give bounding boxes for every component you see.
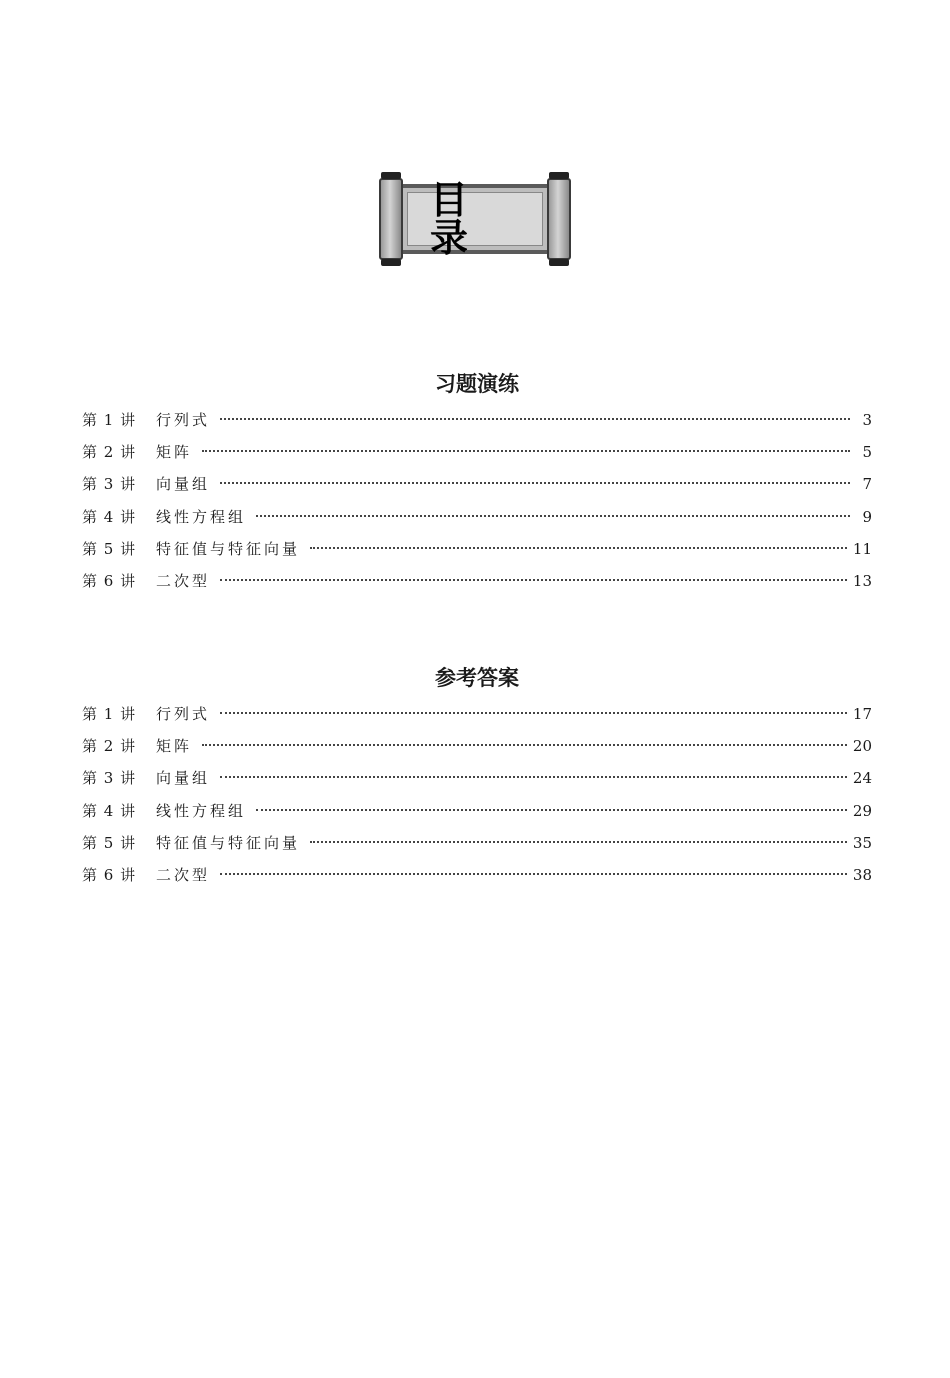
lecture-topic: 线性方程组 — [156, 507, 247, 526]
toc-entry[interactable] — [82, 859, 872, 891]
dot-leader — [310, 841, 847, 843]
dot-leader — [202, 450, 850, 452]
lecture-number: 第 2 讲 — [82, 443, 137, 462]
lecture-topic: 特征值与特征向量 — [156, 833, 301, 852]
lecture-number: 第 1 讲 — [82, 411, 137, 429]
dot-leader — [220, 579, 847, 581]
lecture-number: 第 2 讲 — [82, 737, 137, 756]
dot-leader — [220, 712, 847, 714]
lecture-topic: 矩阵 — [156, 737, 193, 756]
lecture-topic: 向量组 — [156, 769, 211, 788]
lecture-number: 第 3 讲 — [82, 769, 137, 788]
scroll-cap — [381, 259, 401, 266]
page-number: 29 — [852, 801, 872, 820]
toc-entry[interactable] — [82, 795, 872, 827]
lecture-topic: 行列式 — [156, 411, 211, 429]
page-number: 38 — [852, 865, 872, 884]
exercises-section — [82, 368, 872, 597]
scroll-roller-left — [379, 178, 403, 260]
toc-entry[interactable] — [82, 565, 872, 597]
dot-leader — [256, 515, 850, 517]
scroll-cap — [549, 259, 569, 266]
lecture-topic: 矩阵 — [156, 443, 193, 462]
toc-entry[interactable] — [82, 501, 872, 533]
dot-leader — [220, 482, 850, 484]
page-number: 7 — [862, 475, 872, 494]
dot-leader — [202, 744, 847, 746]
toc-entry[interactable] — [82, 436, 872, 468]
exercises-section-title: 习题演练 — [435, 372, 519, 396]
toc-entry[interactable] — [82, 533, 872, 565]
answers-section-title: 参考答案 — [435, 666, 519, 690]
lecture-number: 第 4 讲 — [82, 801, 137, 820]
lecture-topic: 特征值与特征向量 — [156, 539, 301, 558]
page-number: 35 — [852, 833, 872, 852]
lecture-number: 第 1 讲 — [82, 705, 137, 723]
page-title: 目录 — [430, 178, 491, 260]
toc-entry[interactable] — [82, 762, 872, 794]
lecture-number: 第 4 讲 — [82, 507, 137, 526]
lecture-number: 第 5 讲 — [82, 539, 137, 558]
page-number: 11 — [852, 539, 872, 558]
lecture-topic: 线性方程组 — [156, 801, 247, 820]
toc-entry[interactable] — [82, 468, 872, 500]
lecture-topic: 行列式 — [156, 705, 211, 723]
lecture-number: 第 6 讲 — [82, 571, 137, 590]
scroll-cap — [381, 172, 401, 179]
dot-leader — [220, 873, 847, 875]
answers-section — [82, 662, 872, 891]
page-number: 24 — [852, 769, 872, 788]
page-number: 5 — [862, 443, 872, 462]
lecture-topic: 二次型 — [156, 865, 211, 884]
dot-leader — [220, 418, 850, 420]
dot-leader — [256, 809, 847, 811]
page-number: 9 — [862, 507, 872, 526]
toc-entry[interactable] — [82, 698, 872, 730]
toc-scroll-banner — [377, 170, 573, 268]
lecture-topic: 向量组 — [156, 475, 211, 494]
toc-entry[interactable] — [82, 827, 872, 859]
page-number: 13 — [852, 571, 872, 590]
dot-leader — [220, 776, 847, 778]
scroll-roller-right — [547, 178, 571, 260]
dot-leader — [310, 547, 847, 549]
scroll-cap — [549, 172, 569, 179]
scroll-paper-frame — [403, 178, 547, 260]
page-number: 20 — [852, 737, 872, 756]
lecture-number: 第 6 讲 — [82, 865, 137, 884]
lecture-number: 第 5 讲 — [82, 833, 137, 852]
toc-entry[interactable] — [82, 730, 872, 762]
page-number: 17 — [852, 705, 872, 723]
lecture-topic: 二次型 — [156, 571, 211, 590]
toc-entry[interactable] — [82, 404, 872, 436]
scroll-paper — [407, 178, 543, 260]
lecture-number: 第 3 讲 — [82, 475, 137, 494]
page-number: 3 — [862, 411, 872, 429]
